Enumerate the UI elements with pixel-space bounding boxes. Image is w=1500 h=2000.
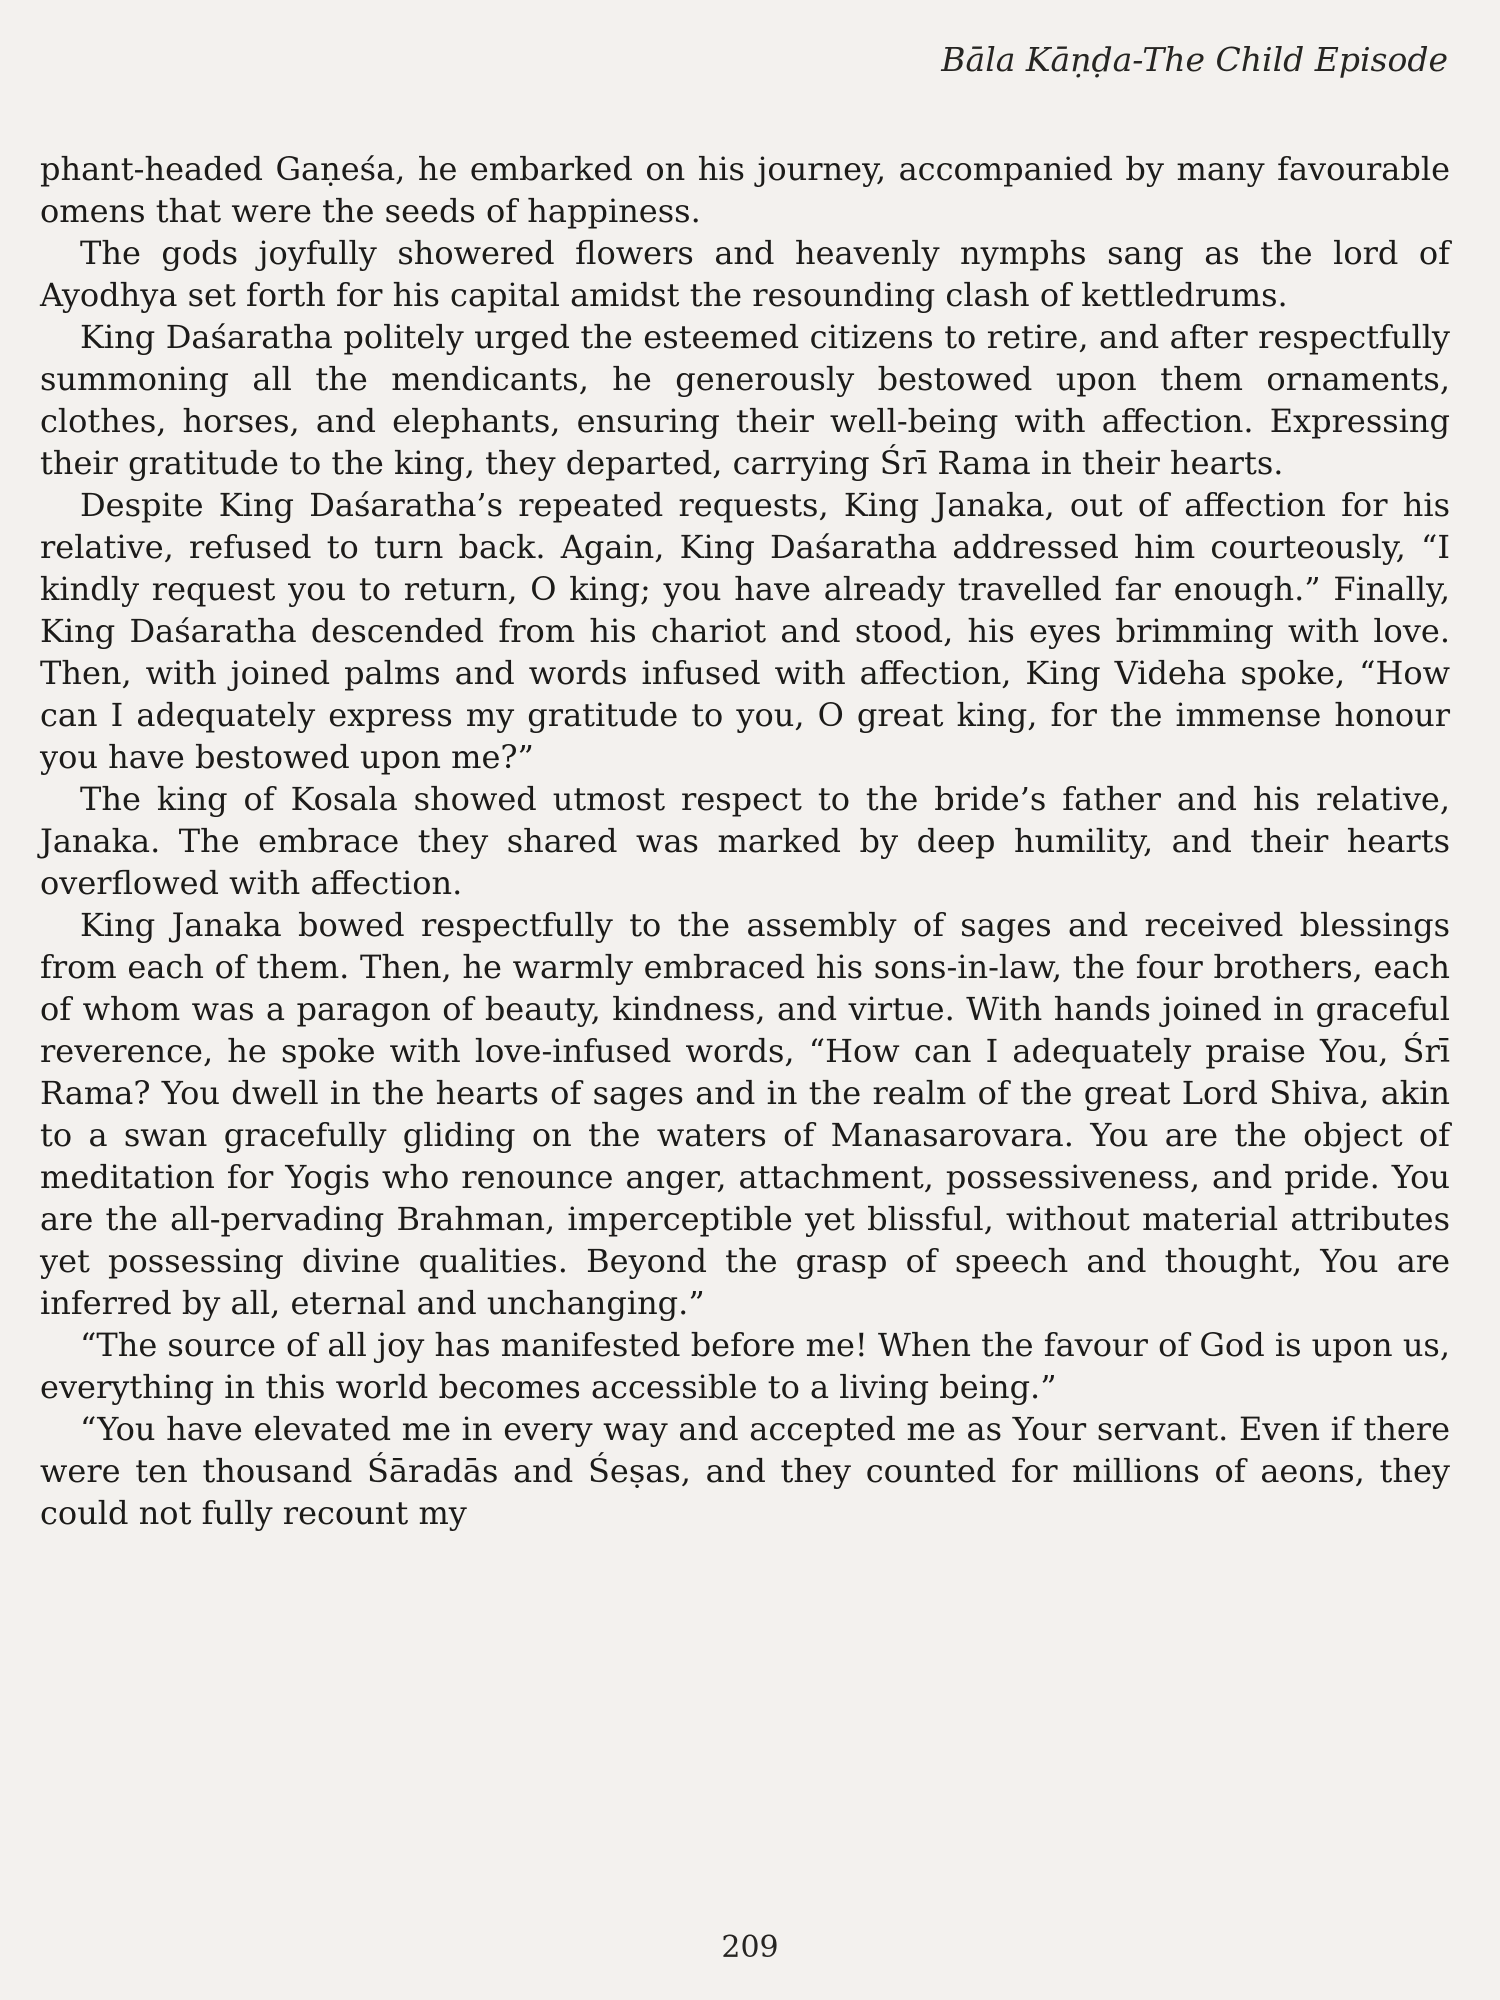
paragraph: Despite King Daśaratha’s repeated requests, King Janaka, out of affection for his relative, refused to turn back. Again, King Daśaratha addressed him courteously, “I kindly request you to return, O king; you have already travelled far enough.” Finally, King Daśaratha descended from his chariot and stood, his eyes brimming with love. Then, with joined palms and words infused with affection, King Videha spoke, “How can I adequately express my gratitude to you, O great king, for the immense honour you have bestowed upon me?”: [40, 486, 1450, 776]
page-number: 209: [721, 1930, 779, 1965]
body-text: [40, 148, 1450, 1534]
paragraph: The king of Kosala showed utmost respect to the bride’s father and his relative, Janaka. The embrace they shared was marked by deep humility, and their hearts overflowed with affection.: [40, 780, 1450, 902]
paragraph: “The source of all joy has manifested before me! When the favour of God is upon us, everything in this world becomes accessible to a living being.”: [40, 1326, 1451, 1406]
paragraph: King Janaka bowed respectfully to the assembly of sages and received blessings from each of them. Then, he warmly embraced his sons-in-law, the four brothers, each of whom was a paragon of beauty, kindness, and virtue. With hands joined in graceful reverence, he spoke with love-infused words, “How can I adequately praise You, Śrī Rama? You dwell in the hearts of sages and in the realm of the great Lord Shiva, akin to a swan gracefully gliding on the waters of Manasarovara. You are the object of meditation for Yogis who renounce anger, attachment, possessiveness, and pride. You are the all-pervading Brahman, imperceptible yet blissful, without material attributes yet possessing divine qualities. Beyond the grasp of speech and thought, You are inferred by all, eternal and unchanging.”: [40, 906, 1450, 1322]
paragraph: King Daśaratha politely urged the esteemed citizens to retire, and after respectfully summoning all the mendicants, he generously bestowed upon them ornaments, clothes, horses, and elephants, ensuring their well-being with affection. Expressing their gratitude to the king, they departed, carrying Śrī Rama in their hearts.: [40, 318, 1450, 482]
paragraph: phant-headed Gaṇeśa, he embarked on his journey, accompanied by many favourable omens that were the seeds of happiness.: [40, 150, 1450, 230]
paragraph: The gods joyfully showered flowers and heavenly nymphs sang as the lord of Ayodhya set forth for his capital amidst the resounding clash of kettledrums.: [40, 234, 1450, 314]
paragraph: “You have elevated me in every way and accepted me as Your servant. Even if there were ten thousand Śāradās and Śeṣas, and they counted for millions of aeons, they could not fully recount my: [40, 1410, 1450, 1532]
running-header: Bāla Kāṇḍa-The Child Episode: [941, 40, 1448, 79]
